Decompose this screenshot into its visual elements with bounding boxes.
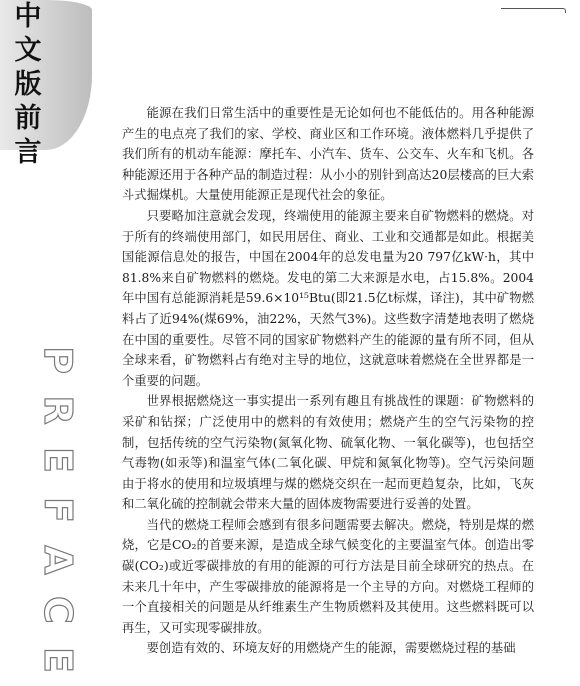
- side-letter: E: [36, 647, 80, 673]
- side-letter: A: [36, 545, 80, 575]
- title-char: 文: [14, 35, 42, 66]
- title-char: 言: [14, 137, 42, 168]
- chapter-title: [8, 0, 48, 170]
- paragraph: 当代的燃烧工程师会感到有很多问题需要去解决。燃烧，特别是煤的燃烧，它是CO₂的首要来源，是造成全球气候变化的主要温室气体。创造出零碳(CO₂)或近零碳排放的有用的能源的可行方法是目前全球研究的热点。在未来几十年中，产生零碳排放的能源将是一个主导的方向。对燃烧工程师的一个直接相关的问题是从纤维素生产生物质燃料及其使用。这些燃料既可以再生，又可实现零碳排放。: [122, 517, 534, 635]
- paragraph: 要创造有效的、环境友好的用燃烧产生的能源，需要燃烧过程的基础: [146, 641, 516, 656]
- title-char: 版: [14, 69, 42, 100]
- preface-body: [122, 103, 534, 659]
- title-char: 前: [14, 103, 42, 134]
- paragraph: 只要略加注意就会发现，终端使用的能源主要来自矿物燃料的燃烧。对于所有的终端使用部门，如民用居住、商业、工业和交通都是如此。根据美国能源信息处的报告，中国在2004年的总发电量为20 797亿kW·h，其中81.8%来自矿物燃料的燃烧。发电的第二大来源是水电，占15.8%。2004年中国有总能源消耗是59.6×10¹⁵Btu(即21.5亿t标煤，译注)，其中矿物燃料占了近94%(煤69%，油22%，天然气3%)。这些数字清楚地表明了燃烧在中国的重要性。尽管不同的国家矿物燃料产生的能源的量有所不同，但从全球来看，矿物燃料占有绝对主导的地位，这就意味着燃烧在全世界都是一个重要的问题。: [122, 208, 534, 388]
- side-letter: C: [36, 596, 80, 624]
- paragraph: 世界根据燃烧这一事实提出一系列有趣且有挑战性的课题：矿物燃料的采矿和钻探；广泛使用中的燃料的有效使用；燃烧产生的空气污染物的控制，包括传统的空气污染物(氮氧化物、硫氧化物、一氧化碳等)，也包括空气毒物(如汞等)和温室气体(二氧化碳、甲烷和氮氧化物等)。空气污染问题由于将水的使用和垃圾填埋与煤的燃烧交织在一起而更趋复杂，比如，飞灰和二氧化硫的控制就会带来大量的固体废物需要进行妥善的处置。: [122, 394, 534, 512]
- side-letter: F: [36, 497, 80, 523]
- side-letter: E: [36, 447, 80, 473]
- corner-decoration: [501, 8, 566, 13]
- preface-side-label: [33, 335, 80, 685]
- title-char: 中: [14, 1, 42, 32]
- paragraph: 能源在我们日常生活中的重要性是无论如何也不能低估的。用各种能源产生的电点亮了我们的家、学校、商业区和工作环境。液体燃料几乎提供了我们所有的机动车能源：摩托车、小汽车、货车、公交车、火车和飞机。各种能源还用于各种产品的制造过程：从小小的别针到高达20层楼高的巨大索斗式掘煤机。大量使用能源正是现代社会的象征。: [122, 106, 534, 203]
- side-letter: P: [36, 346, 80, 374]
- side-letter: R: [36, 395, 80, 425]
